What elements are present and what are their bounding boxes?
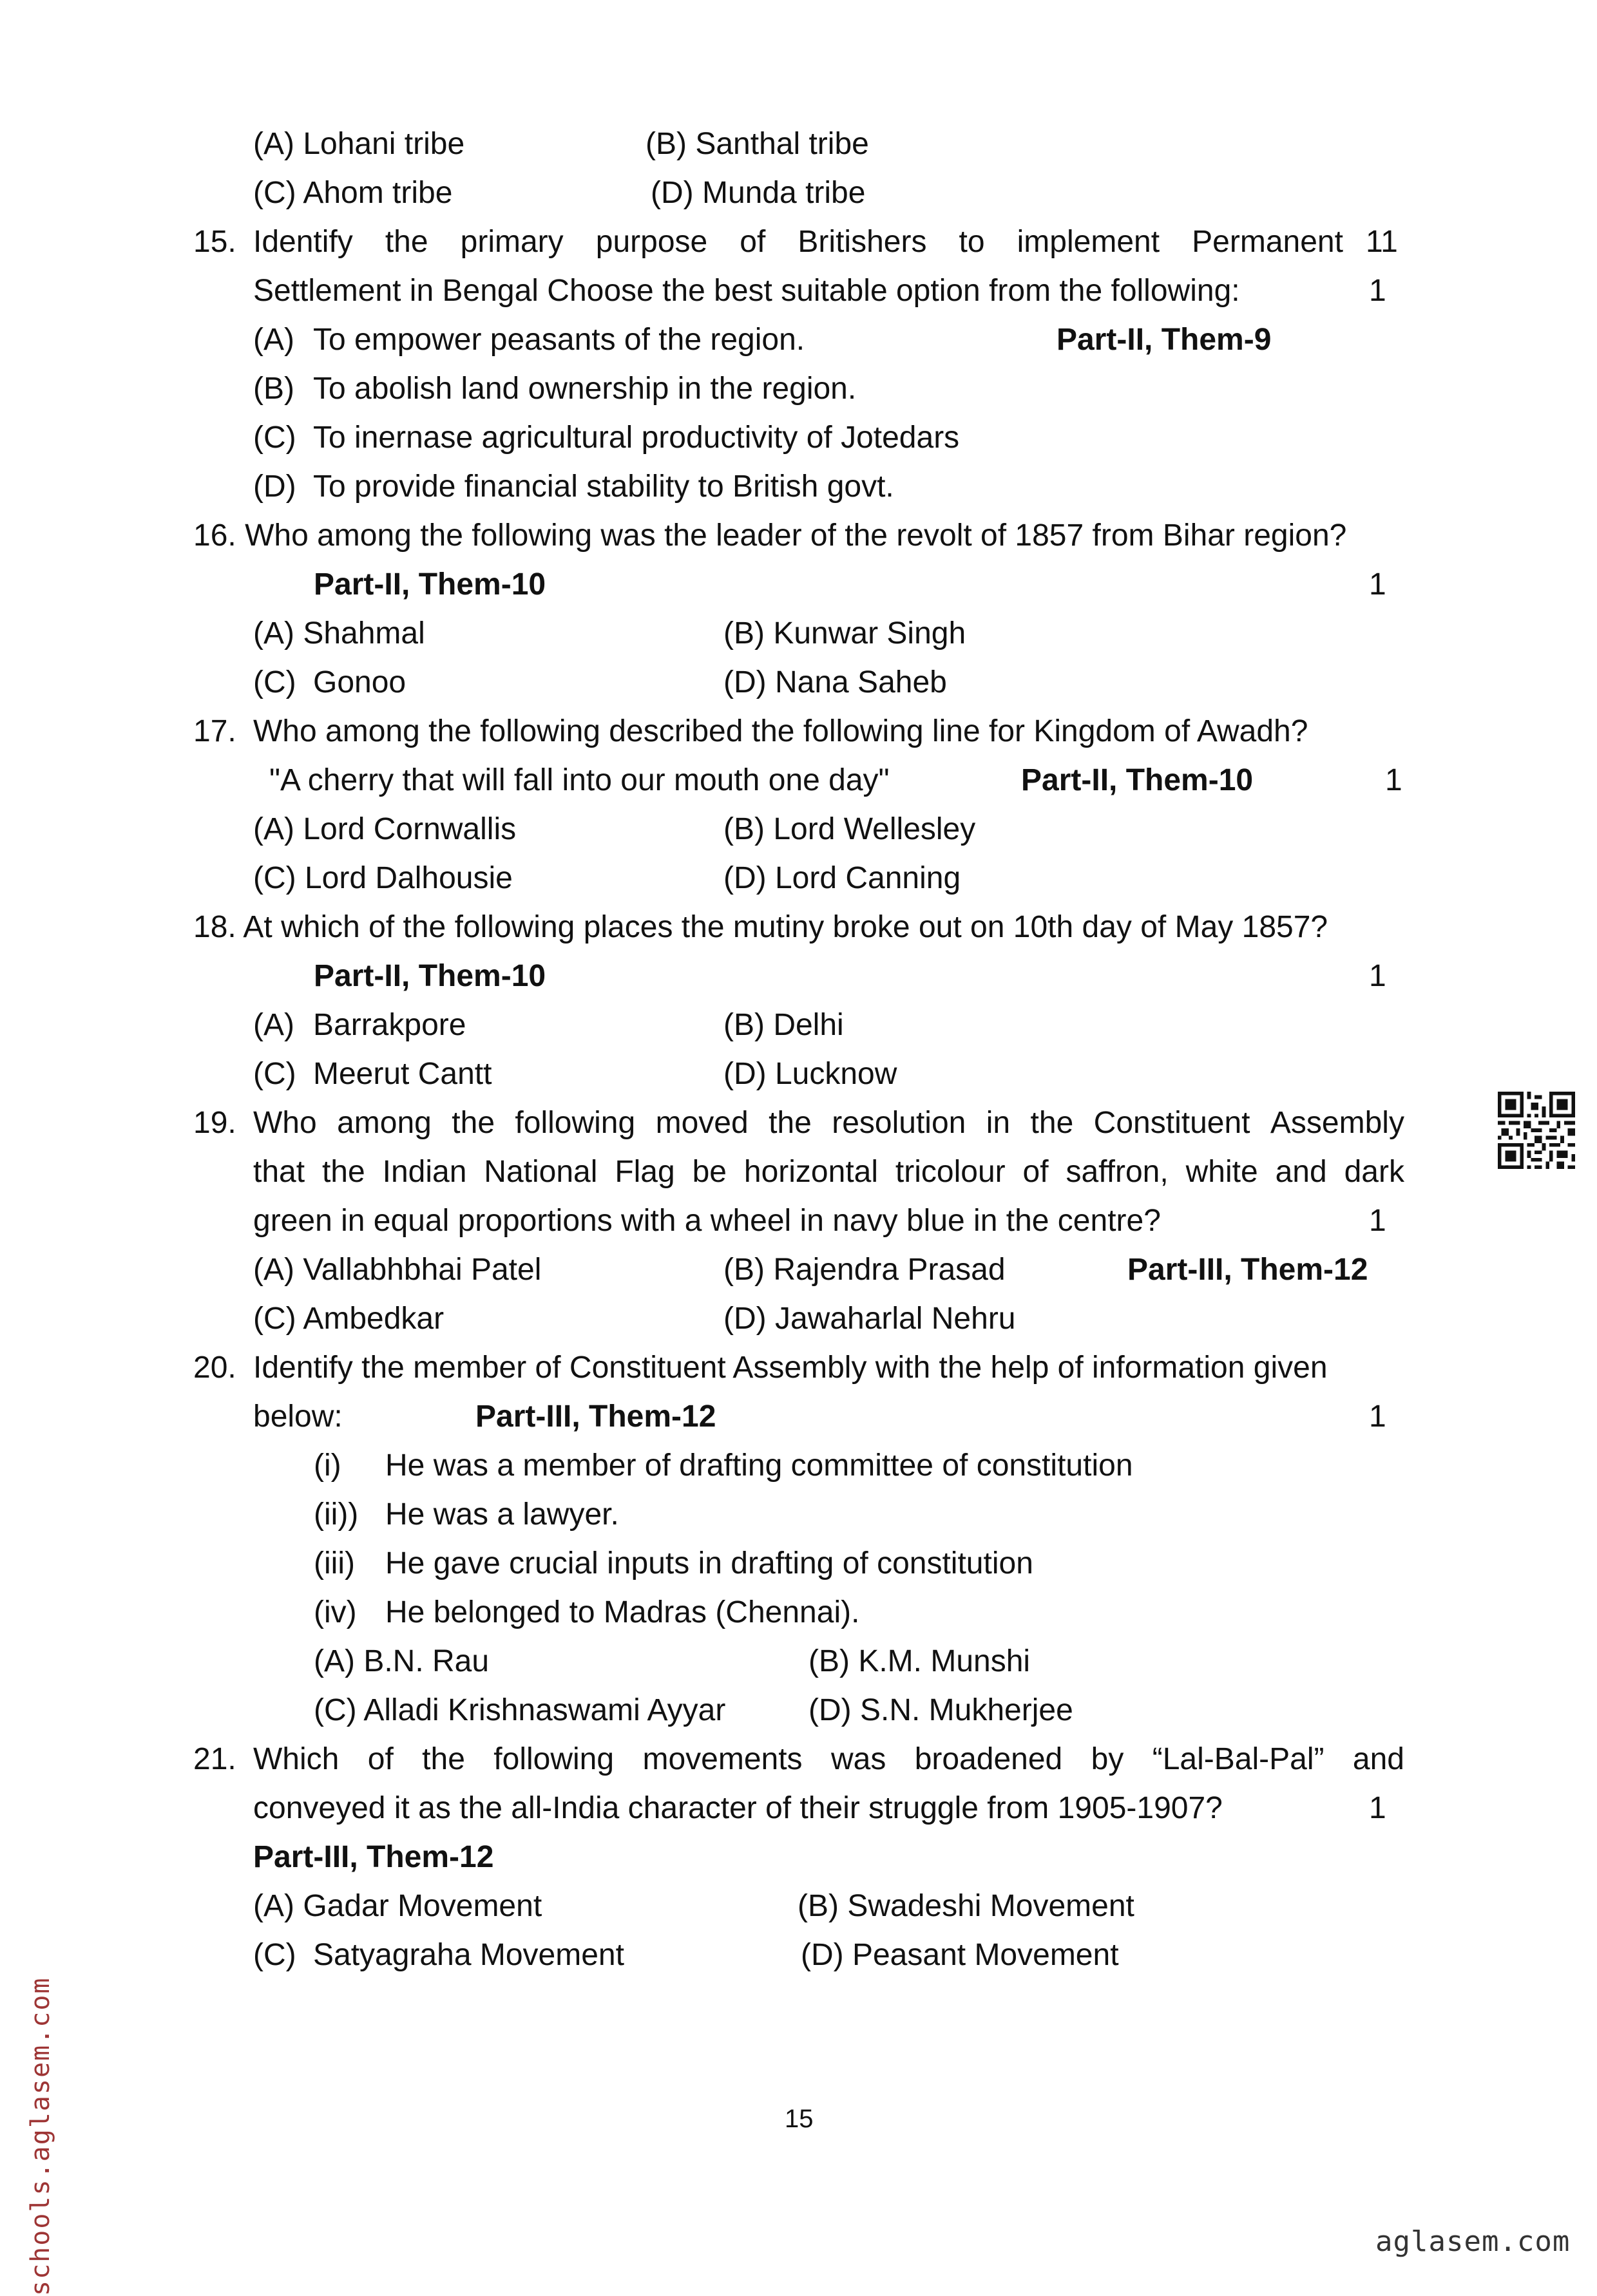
q15-option-d: To provide financial stability to British govt. (313, 470, 894, 504)
q19-stem-line2: that the Indian National Flag be horizontal tricolour of saffron, white and dark (253, 1155, 1404, 1189)
q20-clue-i: He was a member of drafting committee of constitution (385, 1448, 1133, 1483)
q16-reference: Part-II, Them-10 (314, 567, 546, 602)
q20-stem: Identify the member of Constituent Assembly with the help of information given (253, 1351, 1328, 1385)
q16-marks: 1 (1369, 567, 1386, 602)
q19-stem-line3: green in equal proportions with a wheel in navy blue in the centre? (253, 1204, 1161, 1238)
q19-stem-line1: Who among the following moved the resolution in the Constituent Assembly (253, 1106, 1404, 1140)
footer-watermark: aglasem.com (1375, 2225, 1571, 2258)
q18-option-c: Meerut Cantt (313, 1057, 492, 1091)
q19-option-d: (D) Jawaharlal Nehru (723, 1302, 1016, 1336)
q21-number: 21. (193, 1742, 236, 1776)
q17-quote: "A cherry that will fall into our mouth one day" (269, 763, 890, 797)
q14-option-b: (B) Santhal tribe (645, 127, 869, 161)
q20-option-d: (D) S.N. Mukherjee (808, 1693, 1073, 1727)
q15-trailing-number: 11 (1366, 225, 1398, 259)
q20-marks: 1 (1369, 1399, 1386, 1434)
q20-clue-iv: He belonged to Madras (Chennai). (385, 1595, 860, 1629)
q21-option-d: (D) Peasant Movement (801, 1938, 1119, 1972)
q20-number: 20. (193, 1351, 236, 1385)
q17-option-c: (C) Lord Dalhousie (253, 861, 513, 895)
q18-option-a-label: (A) (253, 1008, 294, 1042)
q15-option-c: To inernase agricultural productivity of Jotedars (313, 421, 960, 455)
q15-stem-line1: Identify the primary purpose of Britishers to implement Permanent (253, 225, 1343, 259)
side-watermark: schools.aglasem.com (26, 1977, 55, 2296)
q15-option-a: To empower peasants of the region. (313, 323, 805, 357)
q19-option-b: (B) Rajendra Prasad (723, 1253, 1006, 1287)
q20-clue-iii: He gave crucial inputs in drafting of constitution (385, 1546, 1033, 1580)
q16-option-a: (A) Shahmal (253, 616, 425, 650)
q19-number: 19. (193, 1106, 236, 1140)
q20-option-b: (B) K.M. Munshi (808, 1644, 1031, 1678)
q15-option-d-label: (D) (253, 470, 296, 504)
q20-clue-iv-label: (iv) (314, 1595, 357, 1629)
q16-option-c-label: (C) (253, 665, 296, 699)
q21-option-a: (A) Gadar Movement (253, 1889, 542, 1923)
q18-option-c-label: (C) (253, 1057, 296, 1091)
q17-option-b: (B) Lord Wellesley (723, 812, 976, 846)
q18-option-a: Barrakpore (313, 1008, 466, 1042)
q17-option-d: (D) Lord Canning (723, 861, 961, 895)
q18-marks: 1 (1369, 959, 1386, 993)
q19-reference: Part-III, Them-12 (1127, 1253, 1368, 1287)
q15-option-c-label: (C) (253, 421, 296, 455)
q20-reference: Part-III, Them-12 (475, 1399, 716, 1434)
qr-code-icon (1498, 1092, 1575, 1169)
q18-stem: 18. At which of the following places the mutiny broke out on 10th day of May 1857? (193, 910, 1328, 944)
q16-option-b: (B) Kunwar Singh (723, 616, 966, 650)
q20-option-c: (C) Alladi Krishnaswami Ayyar (314, 1693, 726, 1727)
q21-option-c-label: (C) (253, 1938, 296, 1972)
q19-marks: 1 (1369, 1204, 1386, 1238)
q17-option-a: (A) Lord Cornwallis (253, 812, 517, 846)
q20-clue-i-label: (i) (314, 1448, 341, 1483)
q18-option-b: (B) Delhi (723, 1008, 844, 1042)
q17-marks: 1 (1385, 763, 1402, 797)
q15-stem-line2: Settlement in Bengal Choose the best suitable option from the following: (253, 274, 1240, 308)
q14-option-c: (C) Ahom tribe (253, 176, 453, 210)
q20-stem-below: below: (253, 1399, 343, 1434)
q14-option-a: (A) Lohani tribe (253, 127, 465, 161)
q15-option-b-label: (B) (253, 372, 294, 406)
q21-option-c: Satyagraha Movement (313, 1938, 624, 1972)
page-number: 15 (785, 2105, 814, 2133)
q15-option-a-label: (A) (253, 323, 294, 357)
q15-marks: 1 (1369, 274, 1386, 308)
q21-stem-line1: Which of the following movements was broadened by “Lal-Bal-Pal” and (253, 1742, 1404, 1776)
q16-stem: 16. Who among the following was the leader of the revolt of 1857 from Bihar region? (193, 518, 1347, 553)
q19-option-c: (C) Ambedkar (253, 1302, 445, 1336)
q15-reference: Part-II, Them-9 (1057, 323, 1272, 357)
q17-stem: Who among the following described the following line for Kingdom of Awadh? (253, 714, 1308, 748)
q15-number: 15. (193, 225, 236, 259)
q18-option-d: (D) Lucknow (723, 1057, 897, 1091)
q19-option-a: (A) Vallabhbhai Patel (253, 1253, 542, 1287)
q21-option-b: (B) Swadeshi Movement (798, 1889, 1134, 1923)
q20-clue-ii: He was a lawyer. (385, 1497, 619, 1532)
q14-option-d: (D) Munda tribe (651, 176, 866, 210)
q21-reference: Part-III, Them-12 (253, 1840, 494, 1874)
q21-stem-line2: conveyed it as the all-India character of their struggle from 1905-1907? (253, 1791, 1223, 1825)
q17-number: 17. (193, 714, 236, 748)
q20-clue-iii-label: (iii) (314, 1546, 355, 1580)
q21-marks: 1 (1369, 1791, 1386, 1825)
q16-option-d: (D) Nana Saheb (723, 665, 947, 699)
q15-option-b: To abolish land ownership in the region. (313, 372, 857, 406)
q20-clue-ii-label: (ii)) (314, 1497, 359, 1532)
q16-option-c: Gonoo (313, 665, 406, 699)
q20-option-a: (A) B.N. Rau (314, 1644, 490, 1678)
q17-reference: Part-II, Them-10 (1021, 763, 1254, 797)
q18-reference: Part-II, Them-10 (314, 959, 546, 993)
